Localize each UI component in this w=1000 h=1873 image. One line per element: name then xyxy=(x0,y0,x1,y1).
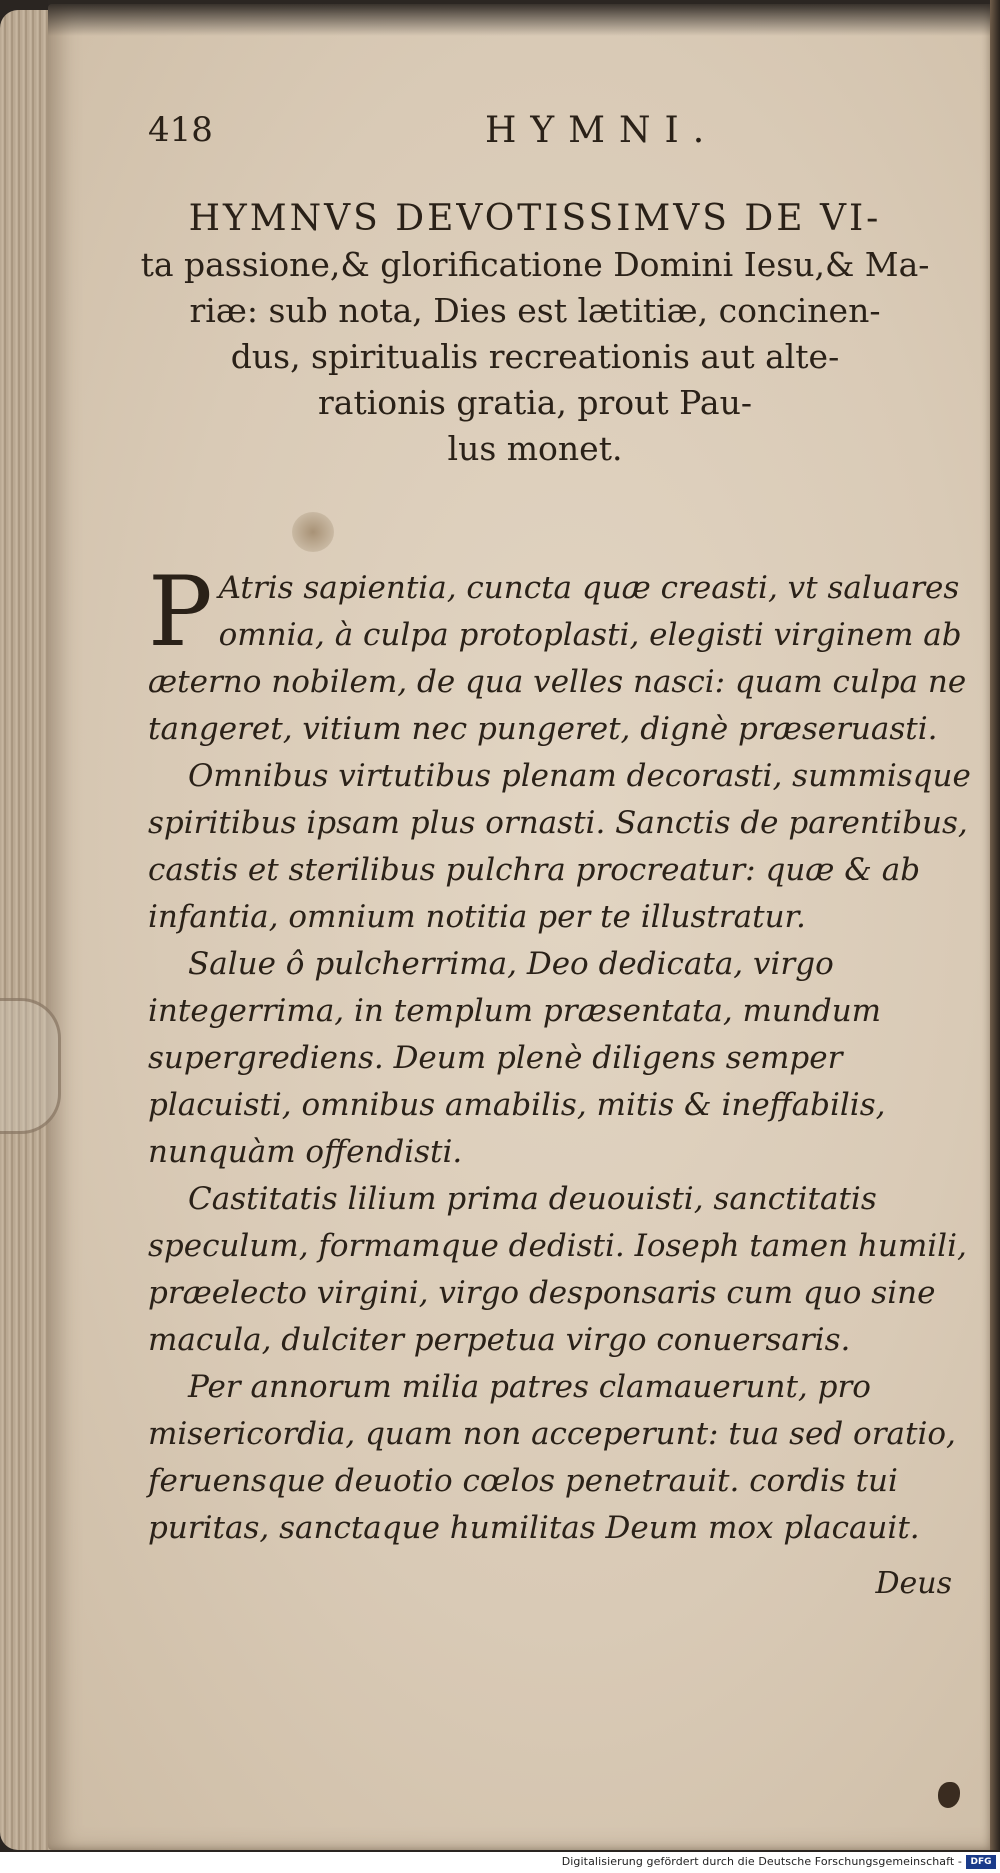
title-line: ta passione,& glorificatione Domini Iesu,& Ma- xyxy=(140,245,930,284)
ink-stain xyxy=(292,512,334,552)
running-head: HYMNI. xyxy=(485,110,719,151)
top-shadow xyxy=(48,0,993,36)
dfg-logo-icon: DFG xyxy=(966,1855,996,1869)
title-line: rationis gratia, prout Pau- xyxy=(318,383,752,422)
footer-credit: Digitalisierung gefördert durch die Deutsche Forschungsgemeinschaft - xyxy=(561,1855,962,1868)
title-line: dus, spiritualis recreationis aut alte- xyxy=(230,337,840,376)
page-number: 418 xyxy=(148,110,213,150)
paragraph: Castitatis lilium prima deuouisti, sanctitatis speculum, formamque dedisti. Ioseph tamen humili, præelecto virgini, virgo desponsaris cum quo sine macula, dulciter perpetua virgo conuersaris. xyxy=(148,1181,967,1358)
title-line: riæ: sub nota, Dies est lætitiæ, concinen- xyxy=(189,291,881,330)
catchword: Deus xyxy=(875,1566,952,1601)
page-clip xyxy=(0,998,61,1134)
title-line: lus monet. xyxy=(447,429,623,468)
paragraph: Salue ô pulcherrima, Deo dedicata, virgo integerrima, in templum præsentata, mundum supergrediens. Deum plenè diligens semper placuisti, omnibus amabilis, mitis & ineffabilis, nunquàm offendisti. xyxy=(148,946,886,1170)
binding-edge xyxy=(990,0,1000,1850)
paragraph-text: Atris sapientia, cuncta quæ creasti, vt saluares omnia, à culpa protoplasti, elegisti virginem ab æterno nobilem, de qua velles nasci: quam culpa ne tangeret, vitium nec pungeret, dignè præseruasti. xyxy=(148,570,967,747)
paragraph: Omnibus virtutibus plenam decorasti, summisque spiritibus ipsam plus ornasti. Sanctis de parentibus, castis et sterilibus pulchra procreatur: quæ & ab infantia, omnium notitia per te illustratur. xyxy=(148,758,971,935)
drop-cap: P xyxy=(148,556,213,668)
hymn-body xyxy=(148,556,978,1552)
paragraph: Per annorum milia patres clamauerunt, pro misericordia, quam non acceperunt: tua sed oratio, feruensque deuotio cœlos penetrauit. cordis tui puritas, sanctaque humilitas Deum mox placauit. xyxy=(148,1369,956,1546)
hymn-title xyxy=(140,196,930,472)
title-line: HYMNVS DEVOTISSIMVS DE VI- xyxy=(188,198,882,239)
paragraph xyxy=(148,556,978,753)
